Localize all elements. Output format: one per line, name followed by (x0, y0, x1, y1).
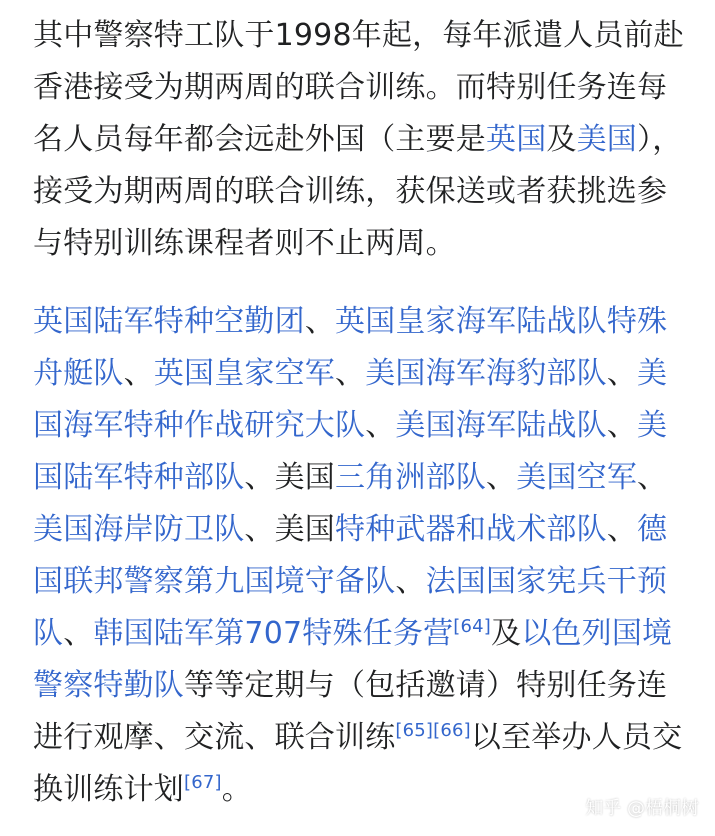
separator: 、 (486, 460, 517, 495)
paragraph-partner-units (33, 296, 693, 816)
text-segment: 。 (221, 772, 252, 807)
citation-link-65[interactable]: [65] (395, 720, 434, 741)
text-segment: 及 (546, 122, 577, 157)
link-british-sas[interactable]: 英国陆军特种空勤团 (33, 304, 305, 339)
link-delta-force[interactable]: 三角洲部队 (335, 460, 487, 495)
text-segment: 以至举办人员交换训练计划 (33, 720, 683, 807)
separator: 、 (395, 564, 426, 599)
citation-link-66[interactable]: [66] (433, 720, 471, 741)
link-navy-seals[interactable]: 美国海军海豹部队 (365, 356, 607, 391)
link-army-special-forces[interactable]: 美国陆军特种部队 (33, 408, 668, 495)
separator: 、 (335, 356, 366, 391)
text-segment: 及 (491, 616, 522, 651)
separator: 、 (304, 304, 336, 339)
link-swat[interactable]: 特种武器和战术部队 (335, 512, 607, 547)
separator: 、 (123, 356, 154, 391)
separator: 、 (606, 356, 638, 391)
separator: 、 (637, 460, 668, 495)
link-devgru[interactable]: 美国海军特种作战研究大队 (33, 356, 668, 443)
link-us-coast-guard[interactable]: 美国海岸防卫队 (33, 512, 245, 547)
link-707-battalion[interactable]: 韩国陆军第707特殊任务营 (93, 616, 454, 651)
citation-link-64[interactable]: [64] (453, 616, 492, 637)
article-body (33, 10, 693, 816)
citation-ref (453, 616, 491, 637)
separator: 、 (606, 512, 638, 547)
zhihu-watermark: 知乎 @梧桐树 (585, 798, 699, 819)
link-gsg9[interactable]: 德国联邦警察第九国境守备队 (33, 512, 668, 599)
paragraph-training-abroad (33, 10, 693, 270)
citation-link-67[interactable]: [67] (184, 772, 222, 793)
text-segment: 其中警察特工队于1998年起，每年派遣人员前赴香港接受为期两周的联合训练。而特别任务连每名人员每年都会远赴外国（主要是 (33, 18, 684, 157)
citation-ref (184, 772, 222, 793)
separator: 、 (365, 408, 396, 443)
text-segment: 、美国 (244, 512, 336, 547)
link-gign[interactable]: 法国国家宪兵干预队 (33, 564, 668, 651)
text-segment: ），接受为期两周的联合训练，获保送或者获挑选参与特别训练课程者则不止两周。 (33, 122, 683, 261)
text-segment: 等等定期与（包括邀请）特别任务连进行观摩、交流、联合训练 (33, 668, 668, 755)
link-united-kingdom[interactable]: 英国 (486, 122, 547, 157)
link-us-marine-corps[interactable]: 美国海军陆战队 (395, 408, 607, 443)
separator: 、 (63, 616, 94, 651)
text-segment: 、美国 (244, 460, 336, 495)
link-us-air-force[interactable]: 美国空军 (516, 460, 638, 495)
separator: 、 (606, 408, 638, 443)
link-special-boat-service[interactable]: 英国皇家海军陆战队特殊舟艇队 (33, 304, 668, 391)
link-united-states[interactable]: 美国 (576, 122, 638, 157)
citation-ref (395, 720, 471, 741)
link-royal-air-force[interactable]: 英国皇家空军 (153, 356, 336, 391)
link-yamam[interactable]: 以色列国境警察特勤队 (33, 616, 673, 703)
